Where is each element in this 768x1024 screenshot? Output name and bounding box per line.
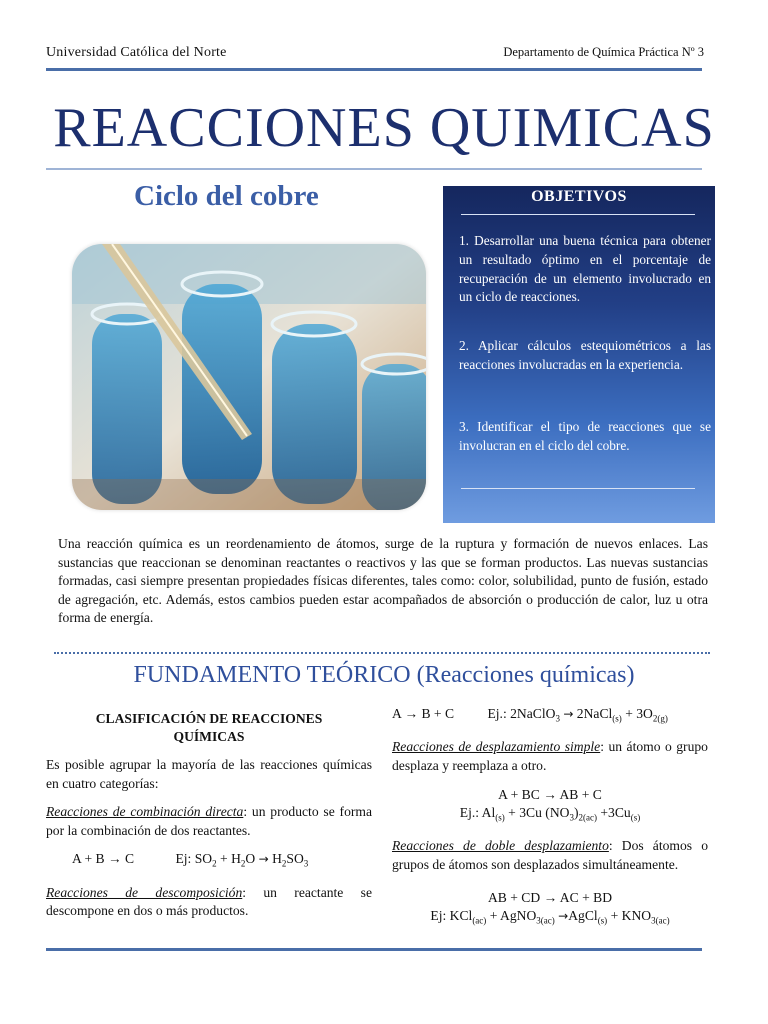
double-displacement-text: : Dos átomos o grupos de átomos son desplazados simultáneamente.: [392, 838, 708, 872]
combination-general: A + B → C: [72, 851, 135, 867]
objective-item-3: 3. Identificar el tipo de reacciones que se involucran en el ciclo del cobre.: [459, 419, 711, 453]
objectives-box: [443, 186, 715, 523]
objectives-top-rule: [461, 214, 695, 215]
header-department: Departamento de Química Práctica Nº 3: [503, 45, 704, 59]
decomposition-general: A → B + C: [392, 706, 455, 721]
decomposition-label: Reacciones de descomposición: [46, 884, 243, 900]
simple-displacement-label: Reacciones de desplazamiento simple: [392, 739, 601, 755]
combination-label: Reacciones de combinación directa: [46, 804, 244, 820]
right-column: [392, 705, 708, 931]
combination-equation: [46, 850, 372, 873]
decomposition-paragraph: [46, 884, 372, 921]
objectives-title: OBJETIVOS: [531, 188, 627, 205]
simple-displacement-paragraph: [392, 738, 708, 775]
combination-paragraph: [46, 803, 372, 840]
classification-intro: Es posible agrupar la mayoría de las reacciones químicas en cuatro categorías:: [46, 757, 372, 791]
simple-displacement-example: Ej.: $Al_{(s)} + 3Cu$ $(NO_3)_{2(ac)} +3Cu_{(s)}$: [459, 805, 641, 823]
footer-rule: [46, 948, 702, 951]
double-displacement-label: Reacciones de doble desplazamiento: [392, 838, 609, 854]
decomposition-text: : un reactante se descompone en dos o más productos.: [46, 884, 373, 919]
intro-paragraph: Una reacción química es un reordenamiento de átomos, surge de la ruptura y formación de nuevos enlaces. Las sustancias que reaccionan se denominan reactantes o reactivos y las que se forman productos. Las nuevas sustancias formadas, casi siempre presentan propiedades físicas diferentes, tales como: color, solubilidad, punto de fusión, estado de agregación, etc. Además, estos cambios pueden estar acompañados de absorción o producción de calor, luz u otra forma de energía.: [58, 536, 708, 626]
section-title: FUNDAMENTO TEÓRICO (Reacciones químicas): [133, 662, 635, 688]
simple-displacement-general: A + BC → AB + C: [498, 786, 602, 802]
classification-heading: CLASIFICACIÓN DE REACCIONES QUÍMICAS: [95, 711, 323, 744]
header-university: Universidad Católica del Norte: [46, 45, 227, 60]
page-title: REACCIONES QUIMICAS: [53, 97, 715, 159]
left-column: [46, 710, 372, 931]
section-divider: [54, 652, 710, 654]
simple-displacement-text: : un átomo o grupo desplaza y reemplaza a otro.: [392, 739, 708, 773]
objectives-bottom-rule: [461, 488, 695, 489]
combination-example: Ej: $SO_2 + H_2O \to H_2SO_3$: [175, 851, 309, 870]
test-tubes-photo: [72, 244, 426, 510]
double-displacement-example: Ej: KCl$_{(ac)}$ + AgNO$_{3(ac)}$ →AgCl$_{(s)}$ + $KNO_{3(ac)}$: [430, 908, 670, 926]
header-rule: [46, 68, 702, 71]
combination-text: : un producto se forma por la combinación de dos reactantes.: [46, 804, 373, 838]
double-displacement-paragraph: [392, 837, 708, 874]
title-rule: [46, 168, 702, 170]
double-displacement-general: AB + CD → AC + BD: [487, 889, 613, 905]
objective-item-2: 2. Aplicar cálculos estequiométricos a las reacciones involucradas en la experiencia.: [459, 338, 711, 372]
decomposition-example: Ej.: 2NaClO$_3$ → 2NaCl$_{(s)}$ + $3O_{2(g)}$: [487, 706, 668, 724]
subtitle: Ciclo del cobre: [134, 180, 319, 212]
objective-item-1: 1. Desarrollar una buena técnica para obtener un resultado óptimo en el porcentaje de recuperación de un elemento involucrado en un ciclo de reacciones.: [459, 233, 711, 305]
decomposition-equation: [392, 705, 708, 728]
